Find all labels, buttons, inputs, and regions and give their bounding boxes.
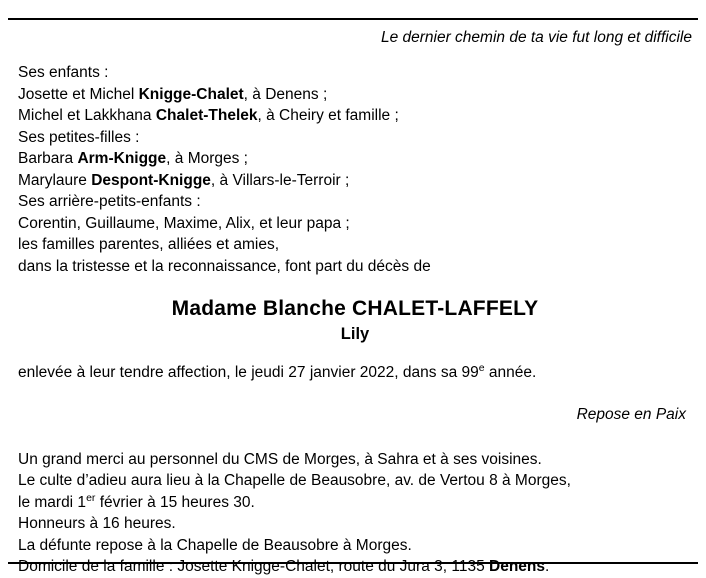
child-entry-surname: Knigge-Chalet (138, 85, 244, 103)
child-entry (18, 84, 692, 106)
service-location-line: Le culte d’adieu aura lieu à la Chapelle de Beausobre, av. de Vertou 8 à Morges, (18, 472, 571, 489)
great-grandchild-entry: Corentin, Guillaume, Maxime, Alix, et leur papa ; (18, 214, 350, 232)
passing-line (18, 362, 692, 384)
service-date-before: le mardi 1 (18, 493, 87, 511)
great-grandchildren-heading: Ses arrière-petits-enfants : (18, 193, 201, 210)
service-date-line (18, 492, 692, 514)
grandchild-entry (18, 148, 692, 170)
grandchildren-heading: Ses petites-filles : (18, 128, 140, 146)
rest-in-peace: Repose en Paix (576, 405, 686, 423)
repose-line: La défunte repose à la Chapelle de Beausobre à Morges. (18, 536, 412, 554)
deceased-name: Madame Blanche CHALET-LAFFELY (171, 297, 539, 320)
top-divider (8, 18, 698, 20)
relatives-line: les familles parentes, alliées et amies, (18, 236, 280, 253)
grandchild-entry (18, 170, 692, 192)
epitaph-line: Le dernier chemin de ta vie fut long et difficile (380, 29, 692, 46)
thanks-line: Un grand merci au personnel du CMS de Morges, à Sahra et à ses voisines. (18, 450, 542, 468)
family-address-pre: Domicile de la famille : Josette Knigge-Chalet, route du Jura 3, 1135 (18, 558, 489, 575)
grandchild-entry-pre: Barbara (18, 150, 78, 167)
passing-text-before: enlevée à leur tendre affection, le jeudi 27 janvier 2022, dans sa 99 (18, 364, 479, 381)
child-entry-pre: Josette et Michel (18, 85, 139, 103)
child-entry-post: , à Denens ; (243, 85, 328, 103)
child-entry-pre: Michel et Lakkhana (18, 107, 156, 124)
service-date-ordinal: er (86, 491, 96, 504)
service-date-after: février à 15 heures 30. (95, 493, 255, 511)
bottom-divider (8, 562, 698, 564)
family-address-post: . (545, 558, 550, 575)
grandchild-entry-post: , à Morges ; (166, 150, 248, 167)
deceased-nickname: Lily (340, 325, 370, 343)
grandchild-entry-surname: Despont-Knigge (91, 171, 211, 189)
child-entry-post: , à Cheiry et famille ; (257, 107, 399, 124)
deceased-block (18, 295, 692, 345)
family-address-town: Denens (489, 558, 545, 575)
children-heading: Ses enfants : (18, 64, 109, 81)
child-entry (18, 105, 692, 127)
announcement-line: dans la tristesse et la reconnaissance, font part du décès de (18, 257, 431, 275)
passing-ordinal: e (478, 361, 485, 374)
grandchild-entry-surname: Arm-Knigge (77, 150, 167, 167)
family-address-line (18, 556, 692, 578)
closing-block (18, 449, 692, 578)
grandchild-entry-pre: Marylaure (18, 171, 92, 189)
child-entry-surname: Chalet-Thelek (155, 107, 258, 124)
notice-body (18, 62, 692, 578)
grandchild-entry-post: , à Villars-le-Terroir ; (210, 171, 350, 189)
passing-text-after: année. (484, 364, 537, 381)
honours-line: Honneurs à 16 heures. (18, 515, 176, 532)
